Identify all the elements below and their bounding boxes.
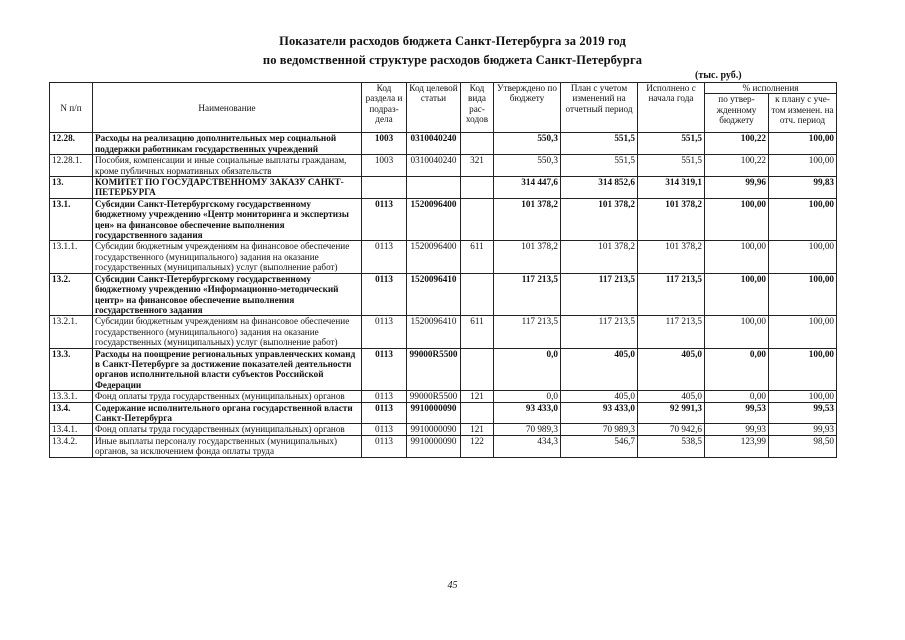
cell-pct-approved: 100,22 (705, 133, 769, 155)
cell-name: Расходы на реализацию дополнительных мер социальной поддержки работникам государственных учреждений (93, 133, 362, 155)
cell-target: 1520096410 (407, 273, 461, 316)
cell-approved: 550,3 (494, 155, 561, 177)
cell-plan: 93 433,0 (561, 402, 638, 424)
cell-name: Содержание исполнительного органа государственной власти Санкт-Петербурга (93, 402, 362, 424)
budget-table (49, 82, 837, 458)
header-type: Код вида рас-ходов (461, 83, 494, 133)
cell-section: 0113 (362, 241, 407, 273)
cell-type (461, 402, 494, 424)
cell-plan: 405,0 (561, 391, 638, 402)
cell-target: 99000R5500 (407, 391, 461, 402)
header-pct-group: % исполнения (705, 83, 837, 94)
cell-section: 0113 (362, 402, 407, 424)
cell-executed: 70 942,6 (638, 424, 705, 435)
cell-section: 1003 (362, 133, 407, 155)
cell-type: 611 (461, 241, 494, 273)
cell-pct-approved: 100,00 (705, 273, 769, 316)
cell-approved: 101 378,2 (494, 241, 561, 273)
table-row (50, 402, 837, 424)
cell-num: 12.28.1. (50, 155, 93, 177)
cell-pct-plan: 100,00 (769, 155, 837, 177)
cell-plan: 117 213,5 (561, 316, 638, 348)
cell-section (362, 177, 407, 199)
cell-section: 0113 (362, 198, 407, 241)
cell-num: 13.3. (50, 348, 93, 391)
cell-section: 0113 (362, 424, 407, 435)
cell-plan: 314 852,6 (561, 177, 638, 199)
cell-num: 13.3.1. (50, 391, 93, 402)
table-row (50, 177, 837, 199)
cell-target (407, 177, 461, 199)
cell-pct-approved: 99,96 (705, 177, 769, 199)
cell-type (461, 348, 494, 391)
cell-num: 13.2. (50, 273, 93, 316)
cell-pct-plan: 99,53 (769, 402, 837, 424)
cell-approved: 117 213,5 (494, 316, 561, 348)
cell-type (461, 133, 494, 155)
cell-type (461, 177, 494, 199)
cell-pct-approved: 100,22 (705, 155, 769, 177)
cell-num: 13. (50, 177, 93, 199)
cell-target: 9910000090 (407, 424, 461, 435)
cell-name: Иные выплаты персоналу государственных (муниципальных) органов, за исключением фонда оплаты труда (93, 435, 362, 457)
cell-name: Субсидии Санкт-Петербургскому государственному бюджетному учреждению «Информационно-методический центр» на финансовое обеспечение выполнения государственного задания (93, 273, 362, 316)
header-approved: Утверждено по бюджету (494, 83, 561, 133)
cell-section: 0113 (362, 391, 407, 402)
cell-approved: 101 378,2 (494, 198, 561, 241)
cell-name: Субсидии бюджетным учреждениям на финансовое обеспечение государственного (муниципального) задания на оказание государственных (муниципальных) услуг (выполнение работ) (93, 316, 362, 348)
table-row (50, 241, 837, 273)
cell-plan: 101 378,2 (561, 198, 638, 241)
cell-pct-plan: 100,00 (769, 241, 837, 273)
cell-pct-plan: 100,00 (769, 133, 837, 155)
cell-approved: 93 433,0 (494, 402, 561, 424)
cell-type (461, 198, 494, 241)
cell-name: Субсидии бюджетным учреждениям на финансовое обеспечение государственного (муниципального) задания на оказание государственных (муниципальных) услуг (выполнение работ) (93, 241, 362, 273)
cell-pct-plan: 100,00 (769, 198, 837, 241)
cell-pct-approved: 100,00 (705, 198, 769, 241)
cell-num: 13.1. (50, 198, 93, 241)
cell-executed: 551,5 (638, 155, 705, 177)
cell-pct-plan: 99,93 (769, 424, 837, 435)
table-row (50, 348, 837, 391)
table-row (50, 435, 837, 457)
cell-pct-approved: 100,00 (705, 316, 769, 348)
cell-plan: 405,0 (561, 348, 638, 391)
cell-pct-approved: 0,00 (705, 348, 769, 391)
header-target: Код целевой статьи (407, 83, 461, 133)
cell-approved: 550,3 (494, 133, 561, 155)
cell-type: 122 (461, 435, 494, 457)
cell-pct-plan: 100,00 (769, 316, 837, 348)
cell-plan: 551,5 (561, 133, 638, 155)
header-section: Код раздела и подраз-дела (362, 83, 407, 133)
cell-executed: 405,0 (638, 391, 705, 402)
cell-num: 13.4.1. (50, 424, 93, 435)
cell-target: 9910000090 (407, 402, 461, 424)
cell-name: Субсидии Санкт-Петербургскому государственному бюджетному учреждению «Центр мониторинга и экспертизы цен» на финансовое обеспечение выполнения государственного задания (93, 198, 362, 241)
cell-name: Расходы на поощрение региональных управленческих команд в Санкт-Петербурге за достижение показателей деятельности органов исполнительной власти субъектов Российской Федерации (93, 348, 362, 391)
header-plan: План с учетом изменений на отчетный период (561, 83, 638, 133)
cell-target: 0310040240 (407, 133, 461, 155)
cell-executed: 314 319,1 (638, 177, 705, 199)
cell-approved: 117 213,5 (494, 273, 561, 316)
table-row (50, 273, 837, 316)
header-executed: Исполнено с начала года (638, 83, 705, 133)
table-row (50, 391, 837, 402)
cell-executed: 405,0 (638, 348, 705, 391)
cell-pct-plan: 98,50 (769, 435, 837, 457)
cell-executed: 101 378,2 (638, 198, 705, 241)
table-row (50, 316, 837, 348)
header-pct-approved: по утвер-жденному бюджету (705, 94, 769, 133)
cell-type (461, 273, 494, 316)
cell-approved: 434,3 (494, 435, 561, 457)
page-title: Показатели расходов бюджета Санкт-Петербурга за 2019 год (279, 34, 626, 48)
cell-num: 13.4.2. (50, 435, 93, 457)
cell-name: Пособия, компенсации и иные социальные выплаты гражданам, кроме публичных нормативных обязательств (93, 155, 362, 177)
cell-approved: 314 447,6 (494, 177, 561, 199)
table-row (50, 424, 837, 435)
cell-executed: 551,5 (638, 133, 705, 155)
table-row (50, 198, 837, 241)
cell-pct-approved: 99,53 (705, 402, 769, 424)
cell-section: 0113 (362, 435, 407, 457)
cell-pct-plan: 99,83 (769, 177, 837, 199)
header-name: Наименование (93, 83, 362, 133)
cell-pct-approved: 99,93 (705, 424, 769, 435)
table-row (50, 133, 837, 155)
cell-pct-approved: 0,00 (705, 391, 769, 402)
cell-pct-plan: 100,00 (769, 273, 837, 316)
page-subtitle: по ведомственной структуре расходов бюджета Санкт-Петербурга (262, 53, 643, 67)
units-label: (тыс. руб.) (695, 70, 742, 81)
cell-executed: 101 378,2 (638, 241, 705, 273)
cell-num: 12.28. (50, 133, 93, 155)
cell-executed: 117 213,5 (638, 273, 705, 316)
cell-name: Фонд оплаты труда государственных (муниципальных) органов (93, 391, 362, 402)
cell-target: 0310040240 (407, 155, 461, 177)
cell-pct-plan: 100,00 (769, 348, 837, 391)
cell-num: 13.2.1. (50, 316, 93, 348)
cell-target: 1520096400 (407, 198, 461, 241)
cell-section: 0113 (362, 348, 407, 391)
cell-type: 611 (461, 316, 494, 348)
header-pct-plan: к плану с уче-том изменен. на отч. период (769, 94, 837, 133)
cell-approved: 70 989,3 (494, 424, 561, 435)
cell-section: 0113 (362, 273, 407, 316)
cell-section: 0113 (362, 316, 407, 348)
cell-type: 121 (461, 424, 494, 435)
cell-type: 321 (461, 155, 494, 177)
cell-num: 13.1.1. (50, 241, 93, 273)
cell-plan: 546,7 (561, 435, 638, 457)
table-row (50, 155, 837, 177)
table-body (50, 133, 837, 457)
cell-num: 13.4. (50, 402, 93, 424)
cell-section: 1003 (362, 155, 407, 177)
cell-approved: 0,0 (494, 348, 561, 391)
cell-name: КОМИТЕТ ПО ГОСУДАРСТВЕННОМУ ЗАКАЗУ САНКТ-ПЕТЕРБУРГА (93, 177, 362, 199)
cell-pct-plan: 100,00 (769, 391, 837, 402)
cell-executed: 538,5 (638, 435, 705, 457)
cell-plan: 70 989,3 (561, 424, 638, 435)
page-number: 45 (447, 580, 458, 591)
cell-plan: 551,5 (561, 155, 638, 177)
cell-target: 1520096410 (407, 316, 461, 348)
cell-pct-approved: 100,00 (705, 241, 769, 273)
header-num: N п/п (50, 83, 93, 133)
cell-pct-approved: 123,99 (705, 435, 769, 457)
cell-target: 9910000090 (407, 435, 461, 457)
cell-type: 121 (461, 391, 494, 402)
cell-executed: 117 213,5 (638, 316, 705, 348)
cell-plan: 101 378,2 (561, 241, 638, 273)
cell-name: Фонд оплаты труда государственных (муниципальных) органов (93, 424, 362, 435)
cell-executed: 92 991,3 (638, 402, 705, 424)
cell-target: 1520096400 (407, 241, 461, 273)
cell-target: 99000R5500 (407, 348, 461, 391)
cell-plan: 117 213,5 (561, 273, 638, 316)
cell-approved: 0,0 (494, 391, 561, 402)
